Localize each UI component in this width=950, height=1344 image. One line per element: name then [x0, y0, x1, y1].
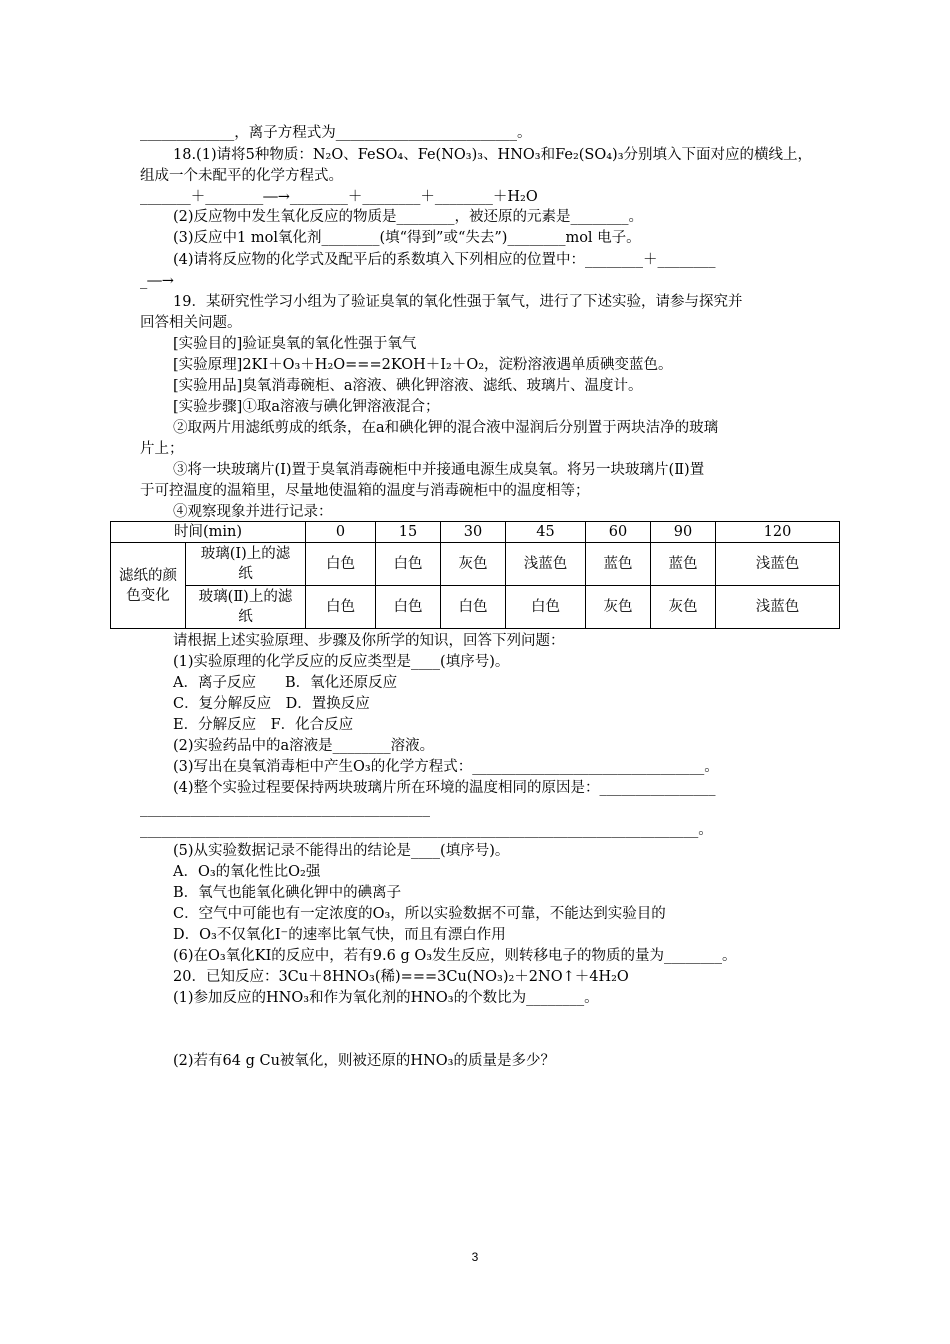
observation-table	[110, 521, 840, 629]
text-line: (2)实验药品中的a溶液是________溶液。	[173, 738, 435, 754]
time-cell: 45	[506, 522, 586, 543]
text-line: (5)从实验数据记录不能得出的结论是____(填序号)。	[173, 843, 510, 859]
table-row	[111, 586, 840, 629]
table-cell: 灰色	[651, 586, 716, 629]
time-cell: 90	[651, 522, 716, 543]
table-cell: 灰色	[586, 586, 651, 629]
text-line: 请根据上述实验原理、步骤及你所学的知识，回答下列问题：	[173, 633, 565, 649]
text-line: (2)若有64 g Cu被氧化，则被还原的HNO₃的质量是多少？	[173, 1053, 555, 1069]
text-line: (6)在O₃氧化KI的反应中，若有9.6 g O₃发生反应，则转移电子的物质的量为________。	[173, 948, 737, 964]
table-cell: 白色	[306, 543, 376, 586]
page-number: 3	[471, 1250, 479, 1264]
row-label: 玻璃(Ⅰ)上的滤纸	[186, 543, 306, 586]
text-line: ③将一块玻璃片(Ⅰ)置于臭氧消毒碗柜中并接通电源生成臭氧。将另一块玻璃片(Ⅱ)置	[173, 462, 705, 478]
group-label: 滤纸的颜色变化	[111, 543, 186, 629]
text-line: [实验步骤]①取a溶液与碘化钾溶液混合；	[173, 399, 440, 415]
text-line: (2)反应物中发生氧化反应的物质是________，被还原的元素是________。	[173, 209, 644, 225]
table-cell: 白色	[376, 543, 441, 586]
option-line: D．O₃不仅氧化I⁻的速率比氧气快，而且有漂白作用	[173, 927, 506, 943]
time-cell: 120	[716, 522, 840, 543]
option-line: E．分解反应 F．化合反应	[173, 717, 354, 733]
text-line: (1)实验原理的化学反应的反应类型是____(填序号)。	[173, 654, 510, 670]
option-line: C．空气中可能也有一定浓度的O₃，所以实验数据不可靠，不能达到实验目的	[173, 906, 666, 922]
option-line: A．离子反应 B．氧化还原反应	[173, 675, 398, 691]
question-18-intro: 18.(1)请将5种物质：N₂O、FeSO₄、Fe(NO₃)₃、HNO₃和Fe₂(SO₄)₃分别填入下面对应的横线上，	[173, 147, 813, 163]
text-line: [实验目的]验证臭氧的氧化性强于氧气	[173, 336, 417, 352]
table-cell: 灰色	[441, 543, 506, 586]
text-line: [实验原理]2KI＋O₃＋H₂O===2KOH＋I₂＋O₂，淀粉溶液遇单质碘变蓝色。	[173, 357, 673, 373]
answer-blank-line: _____________________________________________________________________________。	[140, 822, 713, 838]
time-cell: 15	[376, 522, 441, 543]
text-line: _―→	[140, 273, 174, 289]
text-line: ②取两片用滤纸剪成的纸条，在a和碘化钾的混合液中湿润后分别置于两块洁净的玻璃	[173, 420, 719, 436]
table-cell: 白色	[376, 586, 441, 629]
text-line: (3)写出在臭氧消毒柜中产生O₃的化学方程式：________________________________。	[173, 759, 719, 775]
table-cell: 白色	[506, 586, 586, 629]
time-header: 时间(min)	[111, 522, 306, 543]
question-20-intro: 20．已知反应：3Cu＋8HNO₃(稀)===3Cu(NO₃)₂＋2NO↑＋4H₂O	[173, 969, 629, 985]
text-line: [实验用品]臭氧消毒碗柜、a溶液、碘化钾溶液、滤纸、玻璃片、温度计。	[173, 378, 643, 394]
text-line: (3)反应中1 mol氧化剂________(填“得到”或“失去”)________mol 电子。	[173, 230, 641, 246]
option-line: C．复分解反应 D．置换反应	[173, 696, 370, 712]
text-line: (1)参加反应的HNO₃和作为氧化剂的HNO₃的个数比为________。	[173, 990, 599, 1006]
answer-blank-line: ________________________________________	[140, 801, 430, 817]
text-line: 回答相关问题。	[140, 315, 242, 331]
text-line: 片上；	[140, 441, 184, 457]
table-cell: 浅蓝色	[716, 543, 840, 586]
time-cell: 0	[306, 522, 376, 543]
option-line: B．氧气也能氧化碘化钾中的碘离子	[173, 885, 402, 901]
table-cell: 蓝色	[586, 543, 651, 586]
table-cell: 浅蓝色	[716, 586, 840, 629]
table-cell: 白色	[441, 586, 506, 629]
text-line: _____________，离子方程式为_________________________。	[140, 125, 532, 141]
text-line: 于可控温度的温箱里，尽量地使温箱的温度与消毒碗柜中的温度相等；	[140, 483, 590, 499]
equation-blanks: _______＋________―→________＋________＋________＋H₂O	[140, 189, 538, 205]
table-cell: 蓝色	[651, 543, 716, 586]
table-header-row	[111, 522, 840, 543]
text-line: (4)整个实验过程要保持两块玻璃片所在环境的温度相同的原因是：________________	[173, 780, 716, 796]
table-cell: 白色	[306, 586, 376, 629]
row-label: 玻璃(Ⅱ)上的滤纸	[186, 586, 306, 629]
time-cell: 60	[586, 522, 651, 543]
question-19-intro: 19．某研究性学习小组为了验证臭氧的氧化性强于氧气，进行了下述实验，请参与探究并	[173, 294, 743, 310]
text-line: (4)请将反应物的化学式及配平后的系数填入下列相应的位置中：________＋________	[173, 252, 716, 268]
table-cell: 浅蓝色	[506, 543, 586, 586]
text-line: 组成一个未配平的化学方程式。	[140, 168, 343, 184]
time-cell: 30	[441, 522, 506, 543]
text-line: ④观察现象并进行记录：	[173, 504, 333, 520]
table-row	[111, 543, 840, 586]
option-line: A．O₃的氧化性比O₂强	[173, 864, 321, 880]
